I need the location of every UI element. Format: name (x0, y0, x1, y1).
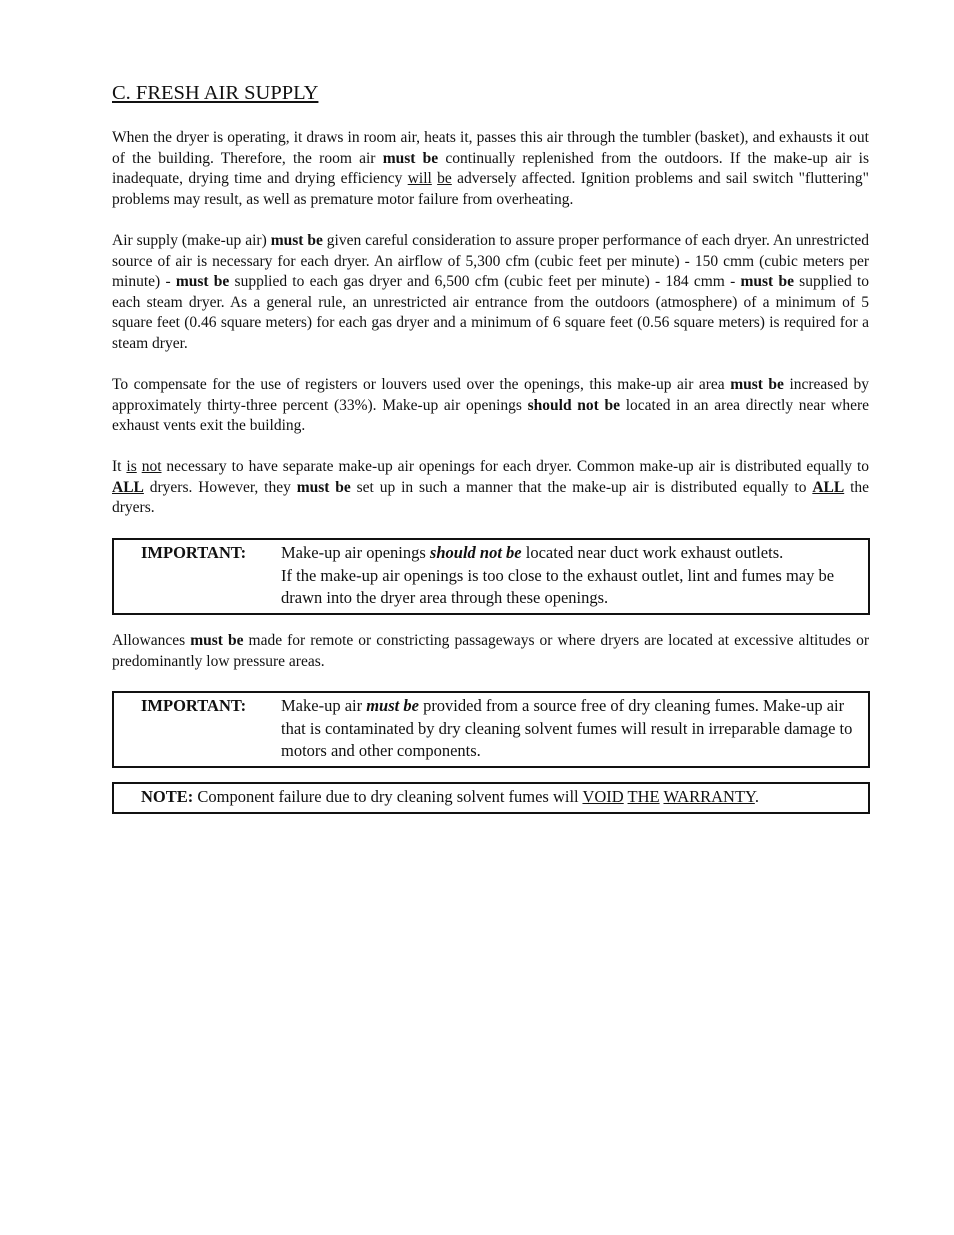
underlined-be: be (437, 170, 452, 188)
underlined-is: is (126, 458, 137, 475)
text-run: set up in such a manner that the make-up air is distributed equally to (350, 478, 813, 496)
important-label: IMPORTANT: (141, 543, 247, 562)
emphasis-must-be: must be (270, 232, 323, 249)
text-run: To compensate for the use of registers or louvers used over the openings, this make-up air area (112, 376, 731, 393)
emphasis-must-be: must be (296, 478, 351, 496)
text-run: dryers. However, they (143, 478, 297, 496)
important-text (281, 695, 866, 763)
text-run: located near duct work exhaust outlets. (521, 543, 784, 562)
section-heading: C. FRESH AIR SUPPLY (112, 82, 319, 104)
emphasis-must-be: must be (740, 273, 794, 291)
text-run: adversely affected. Ignition problems and sail switch "fluttering" problems may result, as well as premature motor failure from overheating. (112, 170, 870, 208)
paragraph-allowances (112, 631, 869, 672)
paragraph-common-air (112, 457, 869, 519)
emphasis-must-be: must be (366, 696, 419, 715)
text-run: Allowances (112, 632, 191, 649)
underlined-not: not (141, 458, 162, 475)
important-box-openings (112, 538, 870, 615)
emphasis-should-not-be: should not be (429, 543, 522, 562)
text-run: Air supply (make-up air) (112, 232, 271, 249)
important-text (281, 542, 866, 610)
emphasis-all: ALL (112, 478, 144, 496)
text-run: the dryers. (112, 478, 870, 517)
paragraph-louvers (112, 375, 869, 437)
text-run: If the make-up air openings is too close to the exhaust outlet, lint and fumes may be drawn into the dryer area through these openings. (281, 565, 835, 607)
text-run: provided from a source free of dry cleaning fumes. Make-up air that is contaminated by dry cleaning solvent fumes will result in irreparable damage to motors and other components. (281, 696, 853, 760)
note-text (141, 786, 759, 809)
important-box-fumes (112, 691, 870, 768)
underlined-warranty: WARRANTY (663, 787, 755, 806)
text-run: increased by approximately thirty-three percent (33%). Make-up air openings (112, 376, 869, 414)
paragraph-room-air (112, 128, 869, 210)
text-run: located in an area directly near where exhaust vents exit the building. (112, 396, 870, 435)
emphasis-must-be: must be (175, 273, 230, 291)
text-run: It (112, 458, 127, 475)
underlined-will: will (407, 170, 432, 188)
paragraph-air-supply (112, 231, 869, 355)
text-run: continually replenished from the outdoors. If the make-up air is inadequate, drying time and drying efficiency (112, 149, 869, 188)
text-run: . (754, 787, 759, 806)
note-label: NOTE: (141, 787, 194, 806)
underlined-the: THE (627, 787, 660, 806)
text-run: supplied to each gas dryer and 6,500 cfm (cubic feet per minute) - 184 cmm - (229, 273, 741, 291)
text-run: made for remote or constricting passageways or where dryers are located at excessive altitudes or predominantly low pressure areas. (112, 632, 870, 670)
emphasis-must-be: must be (190, 632, 244, 649)
note-box-warranty (112, 782, 870, 814)
text-run: Component failure due to dry cleaning solvent fumes will (193, 787, 583, 806)
emphasis-must-be: must be (382, 149, 439, 167)
emphasis-must-be: must be (730, 376, 784, 393)
important-label: IMPORTANT: (141, 696, 247, 715)
text-run: given careful consideration to assure proper performance of each dryer. An unrestricted source of air is necessary for each dryer. An airflow of 5,300 cfm (cubic feet per minute) - 150 cmm (cubic meters per minute) - (112, 232, 869, 291)
text-run: supplied to each steam dryer. As a general rule, an unrestricted air entrance from the outdoors (atmosphere) of a minimum of 5 square feet (0.46 square meters) for each gas dryer and a minimum of 6 square feet (0.56 square meters) is required for a steam dryer. (112, 273, 869, 352)
text-run: When the dryer is operating, it draws in room air, heats it, passes this air through the tumbler (basket), and exhausts it out of the building. Therefore, the room air (112, 129, 869, 167)
underlined-void: VOID (582, 787, 624, 806)
text-run: necessary to have separate make-up air openings for each dryer. Common make-up air is distributed equally to (161, 458, 870, 475)
emphasis-all: ALL (812, 478, 845, 496)
text-run: Make-up air openings (281, 543, 430, 562)
emphasis-should-not-be: should not be (527, 396, 621, 414)
text-run: Make-up air (281, 696, 367, 715)
